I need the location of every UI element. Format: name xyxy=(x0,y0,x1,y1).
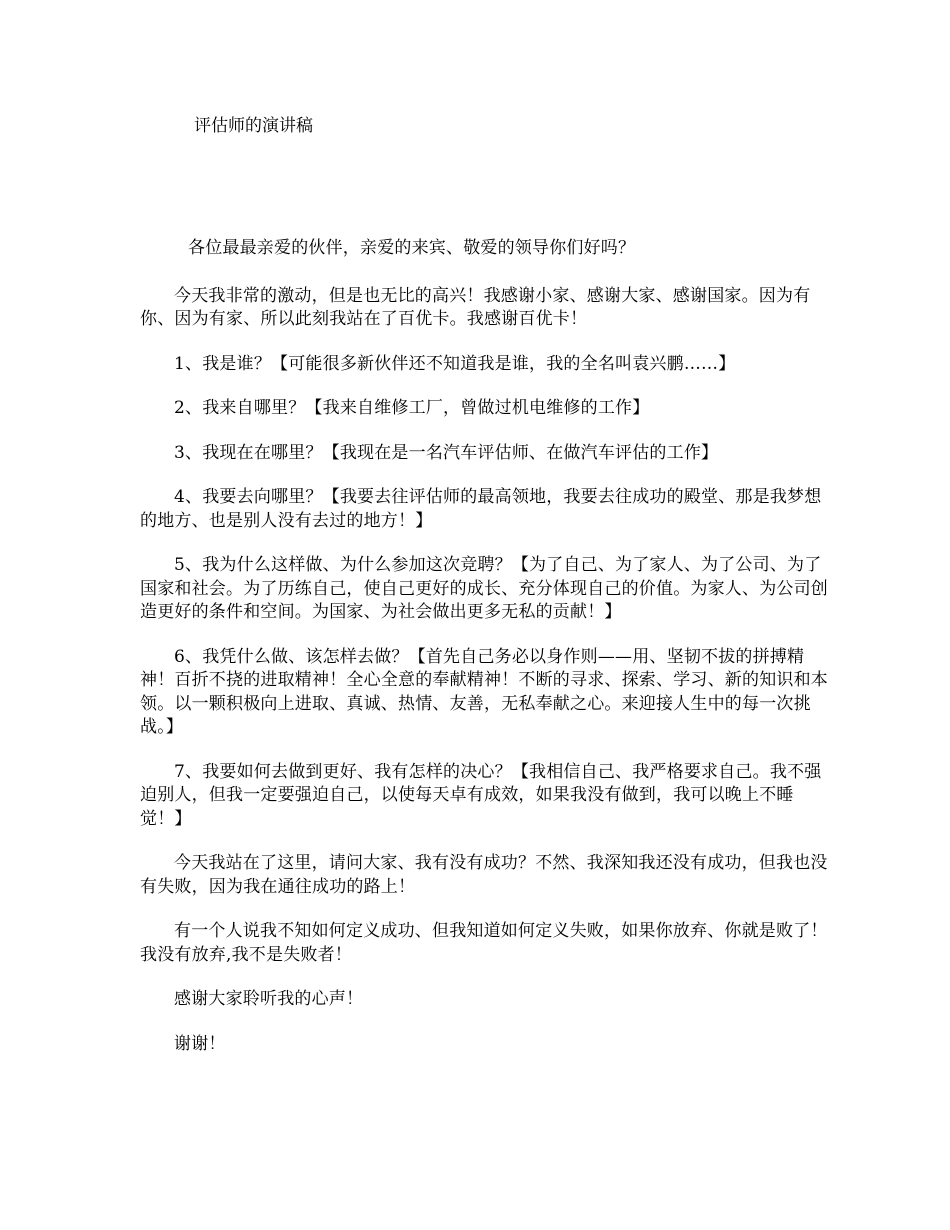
document-title: 评估师的演讲稿 xyxy=(194,116,313,136)
paragraph-where-now: 3、我现在在哪里？【我现在是一名汽车评估师、在做汽车评估的工作】 xyxy=(174,442,719,463)
paragraph-where-going: 4、我要去向哪里？【我要去往评估师的最高领地，我要去往成功的殿堂、那是我梦想的地方、也是别人没有去过的地方！】 xyxy=(140,487,822,531)
paragraph-thanks-listening: 感谢大家聆听我的心声！ xyxy=(174,989,364,1009)
paragraph-success: 今天我站在了这里，请问大家、我有没有成功？不然、我深知我还没有成功，但我也没有失败，因为我在通往成功的路上！ xyxy=(140,853,828,897)
paragraph-who-am-i: 1、我是谁？【可能很多新伙伴还不知道我是谁，我的全名叫袁兴鹏……】 xyxy=(174,353,736,374)
paragraph-why: 5、我为什么这样做、为什么参加这次竞聘？【为了自己、为了家人、为了公司、为了国家和社会。为了历练自己，使自己更好的成长、充分体现自己的价值。为家人、为公司创造更好的条件和空间。为国家、为社会做出更多无私的贡献！】 xyxy=(140,555,828,622)
paragraph-gratitude: 今天我非常的激动，但是也无比的高兴！我感谢小家、感谢大家、感谢国家。因为有你、因为有家、所以此刻我站在了百优卡。我感谢百优卡！ xyxy=(140,285,811,329)
paragraph-where-from: 2、我来自哪里？【我来自维修工厂，曾做过机电维修的工作】 xyxy=(174,398,650,418)
paragraph-determination: 7、我要如何去做到更好、我有怎样的决心？【我相信自己、我严格要求自己。我不强迫别人，但我一定要强迫自己，以使每天卓有成效，如果我没有做到，我可以晚上不睡觉！】 xyxy=(140,761,822,829)
paragraph-failure: 有一个人说我不知如何定义成功、但我知道如何定义失败，如果你放弃、你就是败了！我没有放弃,我不是失败者！ xyxy=(140,921,828,965)
paragraph-greeting: 各位最最亲爱的伙伴，亲爱的来宾、敬爱的领导你们好吗？ xyxy=(188,238,636,258)
paragraph-thank-you: 谢谢！ xyxy=(174,1033,226,1054)
document-body xyxy=(140,237,830,1077)
paragraph-how: 6、我凭什么做、该怎样去做？【首先自己务必以身作则——用、坚韧不拔的拼搏精神！百折不挠的进取精神！全心全意的奉献精神！不断的寻求、探索、学习、新的知识和本领。以一颗积极向上进取、真诚、热情、友善，无私奉献之心。来迎接人生中的每一次挑战。】 xyxy=(140,646,828,737)
